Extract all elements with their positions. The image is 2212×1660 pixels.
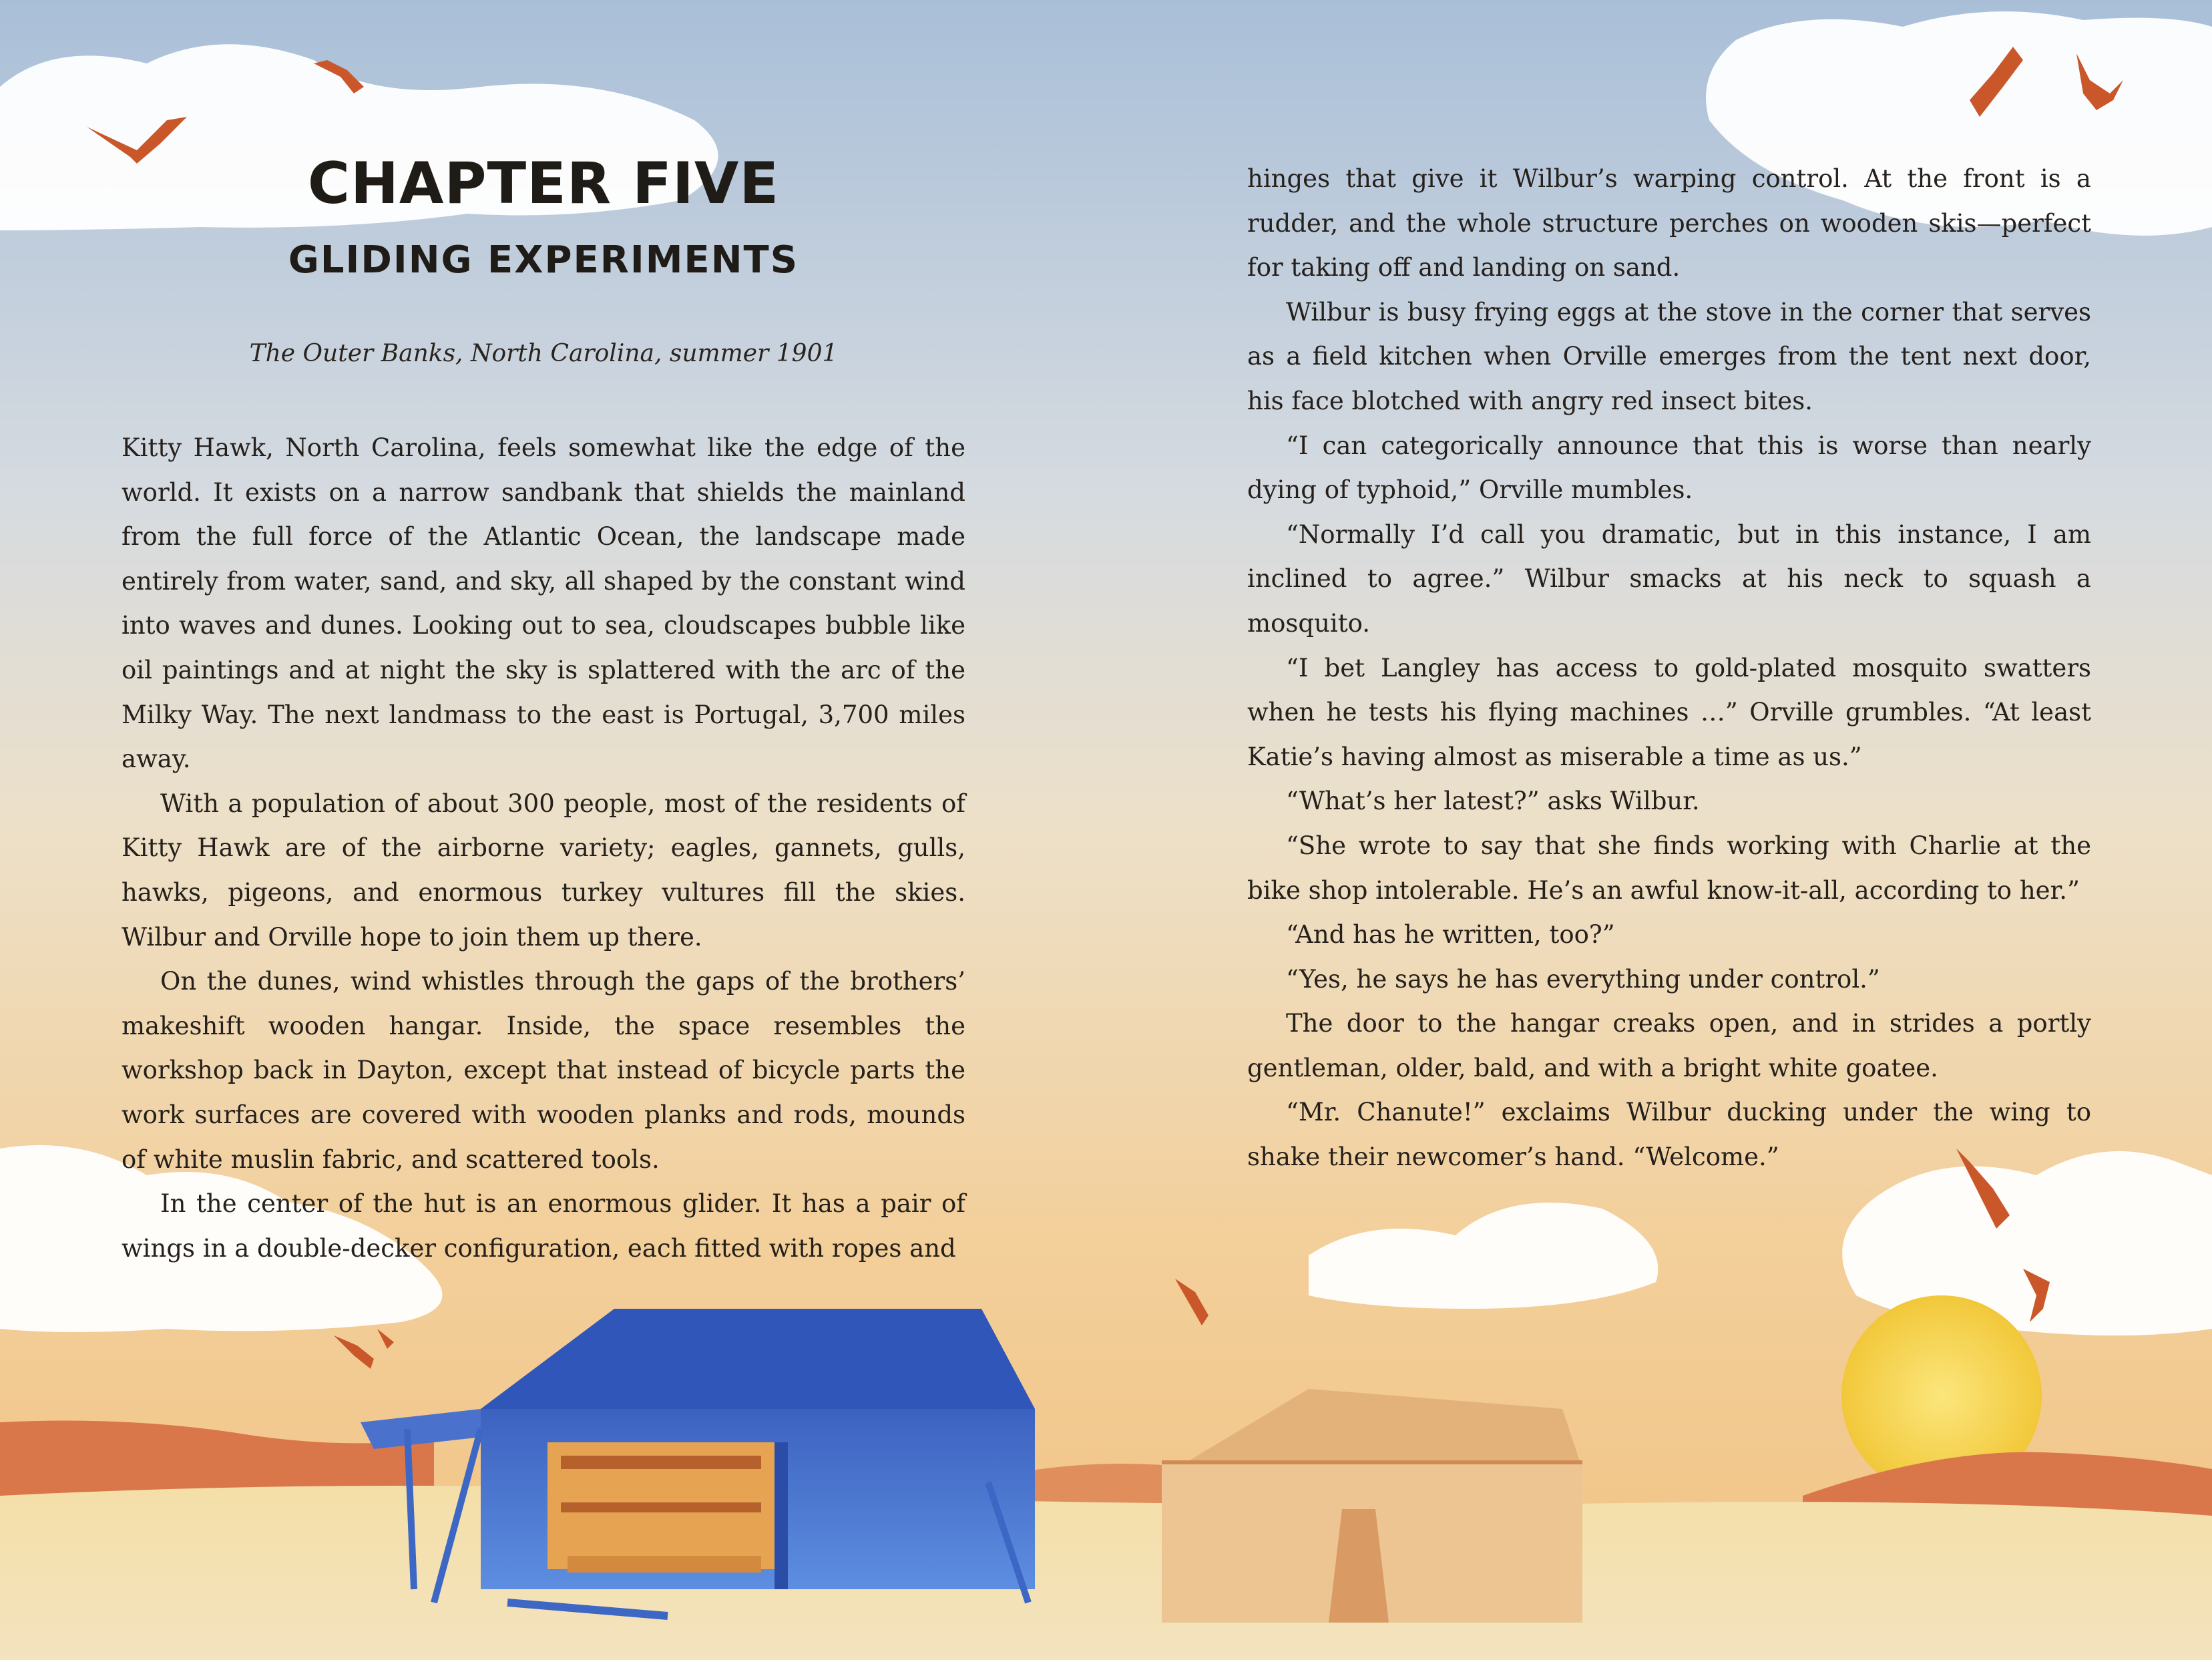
paragraph: “And has he written, too?” — [1286, 920, 1615, 950]
chapter-subtitle: GLIDING EXPERIMENTS — [288, 238, 799, 282]
paragraph: In the center of the hut is an enormous glider. It has a pair of wings in a double-decker configuration, each fitted with ropes and — [122, 1189, 965, 1263]
paragraph: On the dunes, wind whistles through the gaps of the brothers’ makeshift wooden hangar. Inside, the space resembles the workshop back in Dayton, except that instead of bicycle parts the work surfaces are covered with wooden planks and rods, mounds of white muslin fabric, and scattered tools. — [122, 967, 965, 1174]
paragraph: hinges that give it Wilbur’s warping control. At the front is a rudder, and the whole structure perches on wooden skis—perfect for taking off and landing on sand. — [1247, 164, 2091, 282]
paragraph: “She wrote to say that she finds working with Charlie at the bike shop intolerable. He’s an awful know-it-all, according to her.” — [1247, 831, 2091, 905]
paragraph: “Normally I’d call you dramatic, but in this instance, I am inclined to agree.” Wilbur smacks at his neck to squash a mosquito. — [1247, 520, 2091, 638]
paragraph: “I can categorically announce that this is worse than nearly dying of typhoid,” Orville mumbles. — [1247, 431, 2091, 505]
left-body-text — [122, 426, 965, 1271]
right-body-text — [1247, 157, 2091, 1180]
paragraph: “Mr. Chanute!” exclaims Wilbur ducking under the wing to shake their newcomer’s hand. “Welcome.” — [1247, 1098, 2091, 1172]
sand — [0, 1486, 2212, 1660]
paragraph: “I bet Langley has access to gold-plated mosquito swatters when he tests his flying machines …” Orville grumbles. “At least Katie’s having almost as miserable a time as us.” — [1247, 653, 2091, 771]
paragraph: The door to the hangar creaks open, and in strides a portly gentleman, older, bald, and with a bright white goatee. — [1247, 1009, 2091, 1082]
paragraph: Kitty Hawk, North Carolina, feels somewhat like the edge of the world. It exists on a narrow sandbank that shields the mainland from the full force of the Atlantic Ocean, the landscape made entirely from water, sand, and sky, all shaped by the constant wind into waves and dunes. Looking out to sea, cloudscapes bubble like oil paintings and at night the sky is splattered with the arc of the Milky Way. The next landmass to the east is Portugal, 3,700 miles away. — [122, 433, 965, 774]
paragraph: “What’s her latest?” asks Wilbur. — [1286, 787, 1700, 816]
paragraph: “Yes, he says he has everything under control.” — [1286, 964, 1880, 994]
paragraph: Wilbur is busy frying eggs at the stove in the corner that serves as a field kitchen when Orville emerges from the tent next door, his face blotched with angry red insect bites. — [1247, 297, 2091, 415]
paragraph: With a population of about 300 people, most of the residents of Kitty Hawk are of the airborne variety; eagles, gannets, gulls, hawks, pigeons, and enormous turkey vultures fill the skies. Wilbur and Orville hope to join them up there. — [122, 789, 965, 952]
chapter-title: CHAPTER FIVE — [307, 150, 780, 217]
location-line: The Outer Banks, North Carolina, summer 1901 — [249, 340, 838, 367]
